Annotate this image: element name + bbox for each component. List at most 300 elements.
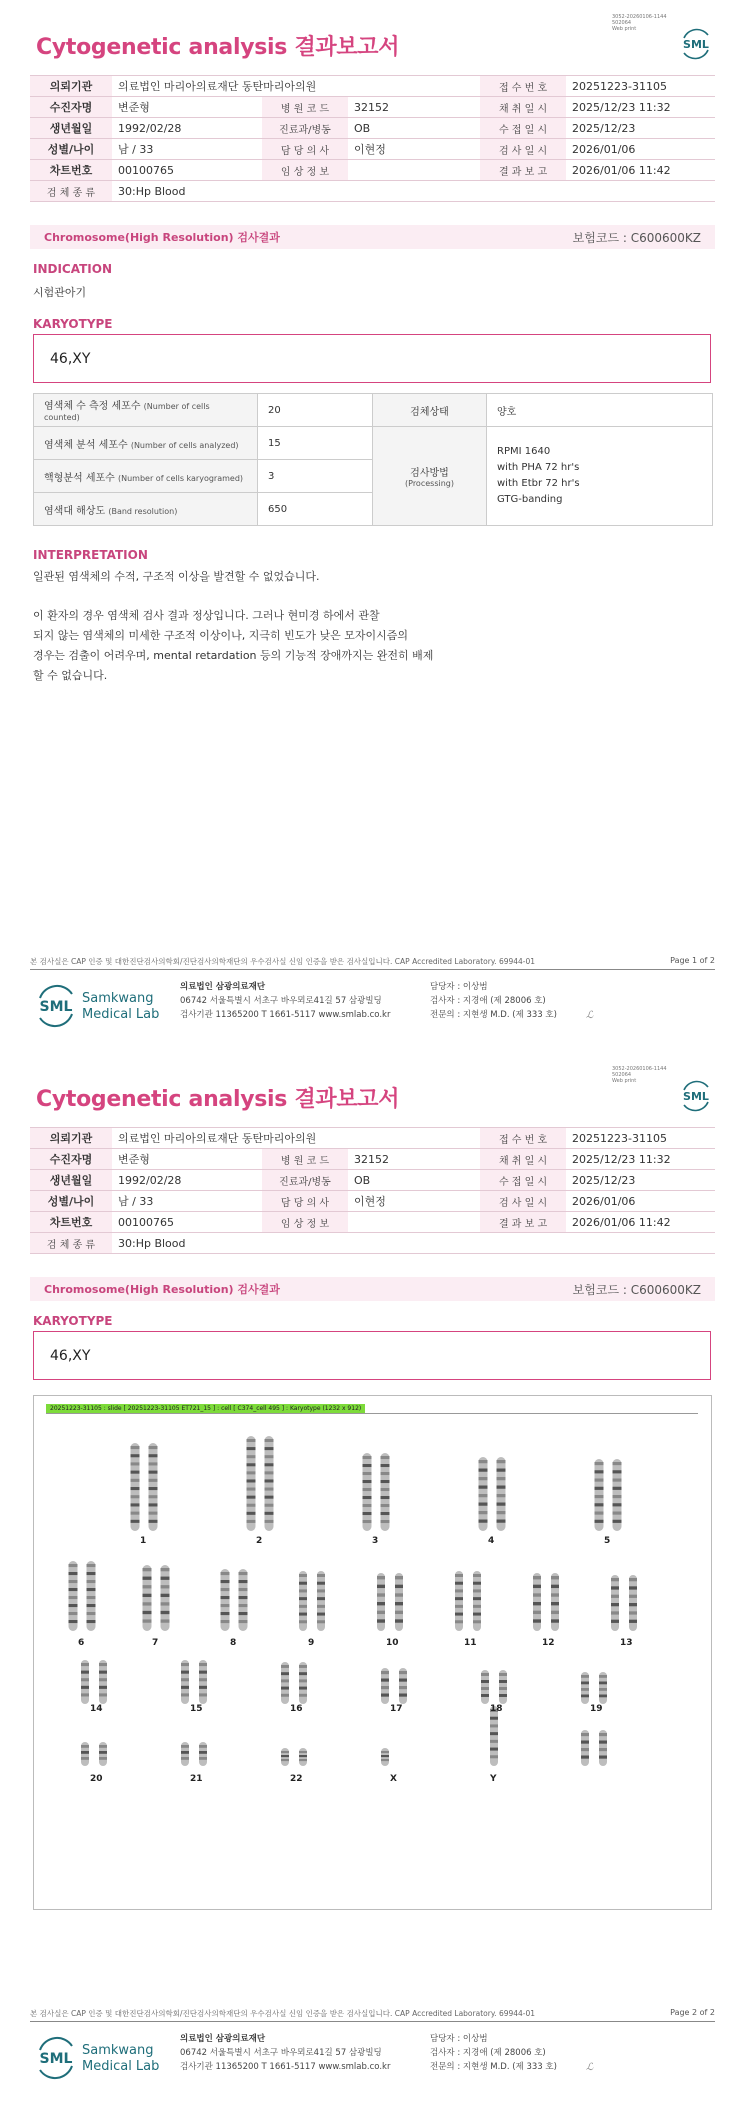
chromosome-band [497, 1486, 506, 1489]
section-header [30, 225, 715, 249]
chromosome-pair-10 [377, 1573, 403, 1631]
chromosome-pair-20 [81, 1742, 107, 1766]
chromosome-band [481, 1680, 489, 1683]
table-row: 검 체 종 류 30:Hp Blood [30, 1233, 715, 1254]
chromosome-band [611, 1578, 619, 1581]
chromosome-band [281, 1694, 289, 1697]
chromosome-band [69, 1580, 78, 1583]
chromosome-band [481, 1694, 489, 1697]
chromosome-band [490, 1748, 498, 1751]
chromosome [99, 1660, 107, 1704]
svg-text:Medical Lab: Medical Lab [82, 2059, 160, 2074]
chromosome-band [497, 1494, 506, 1497]
chromosome-band [473, 1613, 481, 1616]
chromosome-band [595, 1470, 604, 1473]
chromosome-label: 18 [490, 1704, 503, 1714]
chromosome-band [69, 1588, 78, 1591]
chromosome-label: 16 [290, 1704, 303, 1714]
chromosome-band [317, 1589, 325, 1592]
chromosome-band [149, 1446, 158, 1449]
chromosome-pair-15 [181, 1660, 207, 1704]
chromosome-band [599, 1675, 607, 1678]
chromosome-pair-16 [281, 1662, 307, 1704]
chromosome [81, 1660, 89, 1704]
chromosome-band [377, 1619, 385, 1622]
chromosome-band [265, 1496, 274, 1499]
chromosome-band [299, 1582, 307, 1585]
chromosome-band [299, 1605, 307, 1608]
table-row: 성별/나이 남 / 33 담 당 의 사 이현정 검 사 일 시 2026/01/06 [30, 139, 715, 160]
section-header [30, 1277, 715, 1301]
chromosome-band [161, 1568, 170, 1571]
chromosome-band [199, 1686, 207, 1689]
insurance-code: 보험코드 : C600600KZ [572, 230, 701, 245]
table-row: 검 체 종 류 30:Hp Blood [30, 181, 715, 202]
chromosome-band [143, 1568, 152, 1571]
chromosome-label: 3 [372, 1536, 379, 1546]
chromosome-band [161, 1602, 170, 1605]
chromosome-band [399, 1694, 407, 1697]
chromosome-band [551, 1585, 559, 1588]
chromosome-label: 4 [488, 1536, 495, 1546]
chromosome-band [149, 1495, 158, 1498]
chromosome-band [81, 1663, 89, 1666]
chromosome-band [377, 1602, 385, 1605]
chromosome-band [299, 1694, 307, 1697]
chromosome-band [455, 1597, 463, 1600]
chromosome-band [317, 1605, 325, 1608]
chromosome-band [629, 1620, 637, 1623]
chromosome-band [363, 1520, 372, 1523]
chromosome-band [473, 1582, 481, 1585]
chromosome-band [161, 1577, 170, 1580]
chromosome-pair-13 [611, 1575, 637, 1631]
chromosome-band [87, 1588, 96, 1591]
table-row: 생년월일 1992/02/28 진료과/병동 OB 수 접 일 시 2025/12/23 [30, 1170, 715, 1191]
chromosome-band [363, 1512, 372, 1515]
chromosome-band [611, 1595, 619, 1598]
chromosome-band [455, 1574, 463, 1577]
chromosome-band [395, 1611, 403, 1614]
chromosome-band [455, 1582, 463, 1585]
chromosome-band [81, 1757, 89, 1760]
page-number: Page 2 of 2 [670, 2008, 715, 2017]
chromosome-band [181, 1671, 189, 1674]
chromosome-band [399, 1686, 407, 1689]
karyogram-tag: 20251223-31105 : slide [ 20251223-31105 ET721_15 ] : cell [ C374_cell 495 ] : Karyotype (1232 x 912) [46, 1404, 365, 1413]
chromosome [247, 1436, 256, 1531]
table-row: 의뢰기관 의료법인 마리아의료재단 동탄마리아의원 접 수 번 호 20251223-31105 [30, 76, 715, 97]
chromosome-band [87, 1604, 96, 1607]
chromosome-pair-19 [581, 1672, 607, 1704]
chromosome-band [317, 1574, 325, 1577]
chromosome-band [479, 1477, 488, 1480]
svg-text:SML: SML [39, 2051, 73, 2067]
chromosome-band [265, 1520, 274, 1523]
chromosome-band [81, 1678, 89, 1681]
table-row: 염색체 분석 세포수 (Number of cells analyzed) 15 검사방법 (Processing) RPMI 1640 with PHA 72 hr's with Etbr 72 hr's GTG-banding [34, 427, 713, 460]
chromosome-band [395, 1619, 403, 1622]
report-title: Cytogenetic analysis 결과보고서 [36, 1087, 400, 1112]
chromosome-band [551, 1619, 559, 1622]
chromosome-label: 2 [256, 1536, 263, 1546]
chromosome-band [317, 1613, 325, 1616]
chromosome-band [595, 1512, 604, 1515]
sml-logo-icon [678, 1078, 714, 1114]
chromosome-band [69, 1612, 78, 1615]
chromosome-band [581, 1695, 589, 1698]
chromosome-band [239, 1612, 248, 1615]
chromosome-band [99, 1678, 107, 1681]
chromosome-band [87, 1572, 96, 1575]
chromosome-band [581, 1682, 589, 1685]
chromosome-band [481, 1687, 489, 1690]
chromosome-band [161, 1594, 170, 1597]
chromosome-band [377, 1576, 385, 1579]
table-row: 핵형분석 세포수 (Number of cells karyogramed) 3 [34, 460, 713, 493]
chromosome-band [595, 1462, 604, 1465]
chromosome-label: 1 [140, 1536, 147, 1546]
chromosome-band [131, 1487, 140, 1490]
chromosome-band [317, 1582, 325, 1585]
chromosome-band [581, 1733, 589, 1736]
chromosome-band [629, 1586, 637, 1589]
chromosome-band [599, 1748, 607, 1751]
chromosome-band [381, 1488, 390, 1491]
chromosome-band [149, 1520, 158, 1523]
chromosome-band [381, 1751, 389, 1753]
chromosome-band [533, 1576, 541, 1579]
chromosome-band [221, 1612, 230, 1615]
chromosome-band [181, 1757, 189, 1760]
chromosome-band [613, 1470, 622, 1473]
chromosome-band [131, 1495, 140, 1498]
chromosome-band [595, 1495, 604, 1498]
chromosome-band [581, 1748, 589, 1751]
chromosome-band [533, 1593, 541, 1596]
chromosome-band [69, 1596, 78, 1599]
chromosome-band [497, 1469, 506, 1472]
chromosome-band [613, 1462, 622, 1465]
chromosome-band [181, 1678, 189, 1681]
table-row: 의뢰기관 의료법인 마리아의료재단 동탄마리아의원 접 수 번 호 20251223-31105 [30, 1128, 715, 1149]
chromosome [265, 1436, 274, 1531]
chromosome-band [239, 1588, 248, 1591]
chromosome-band [381, 1504, 390, 1507]
accreditation-note: 본 검사실은 CAP 인증 및 대한진단검사의학회/진단검사의학재단의 우수검사실 신임 인증을 받은 검사실입니다. CAP Accredited Laboratory. 69944-01 Page 2 of 2 [30, 2008, 715, 2022]
chromosome-band [199, 1671, 207, 1674]
chromosome-band [247, 1520, 256, 1523]
chromosome-band [265, 1512, 274, 1515]
chromosome-band [381, 1686, 389, 1689]
chromosome-pair-14 [81, 1660, 107, 1704]
svg-text:Samkwang: Samkwang [82, 2043, 154, 2058]
chromosome-band [69, 1572, 78, 1575]
chromosome-band [81, 1693, 89, 1696]
chromosome-band [149, 1462, 158, 1465]
chromosome-band [363, 1456, 372, 1459]
chromosome-band [499, 1694, 507, 1697]
chromosome-band [381, 1472, 390, 1475]
table-row: 생년월일 1992/02/28 진료과/병동 OB 수 접 일 시 2025/12/23 [30, 118, 715, 139]
chromosome-band [247, 1439, 256, 1442]
chromosome-band [381, 1755, 389, 1757]
chromosome-band [395, 1602, 403, 1605]
cell-analysis-table [33, 393, 713, 526]
chromosome-band [81, 1745, 89, 1748]
chromosome-band [299, 1679, 307, 1682]
chromosome-band [581, 1756, 589, 1759]
chromosome-band [247, 1463, 256, 1466]
chromosome-band [473, 1589, 481, 1592]
interpretation-body: 이 환자의 경우 염색체 검사 결과 정상입니다. 그러나 현미경 하에서 관찰 되지 않는 염색체의 미세한 구조적 이상이나, 지극히 빈도가 낮은 모자이시즘의 경우는 검출이 어려우며, mental retardation 등의 기능적 장애까지는 완전히 배제 할 수 없습니다. [33, 609, 434, 682]
chromosome-band [490, 1717, 498, 1720]
chromosome-band [599, 1756, 607, 1759]
chromosome-band [199, 1663, 207, 1666]
chromosome-band [265, 1504, 274, 1507]
chromosome-band [149, 1471, 158, 1474]
chromosome-band [143, 1602, 152, 1605]
chromosome-band [281, 1687, 289, 1690]
chromosome-label: 11 [464, 1638, 477, 1648]
chromosome-band [490, 1755, 498, 1758]
chromosome-band [281, 1755, 289, 1757]
chromosome-band [595, 1503, 604, 1506]
page-number: Page 1 of 2 [670, 956, 715, 965]
chromosome-pair-6 [69, 1561, 96, 1631]
chromosome-band [479, 1486, 488, 1489]
chromosome-band [381, 1496, 390, 1499]
chromosome-band [131, 1479, 140, 1482]
signature: ℒ [586, 1010, 594, 1021]
chromosome [181, 1660, 189, 1704]
chromosome-band [131, 1520, 140, 1523]
chromosome-pair-18 [481, 1670, 507, 1704]
chromosome-band [239, 1604, 248, 1607]
chromosome-band [613, 1495, 622, 1498]
chromosome-band [479, 1503, 488, 1506]
chromosome-band [199, 1757, 207, 1760]
chromosome-label: 6 [78, 1638, 85, 1648]
chromosome-band [143, 1619, 152, 1622]
chromosome-band [381, 1512, 390, 1515]
chromosome-band [265, 1455, 274, 1458]
lab-info: 의료법인 삼광의료재단 06742 서울특별시 서초구 바우뫼로41길 57 삼광빌딩 검사기관 11365200 T 1661-5117 www.smlab.co.kr [180, 2034, 391, 2072]
chromosome-pair-5 [595, 1459, 622, 1531]
chromosome-band [199, 1751, 207, 1754]
chromosome-band [181, 1686, 189, 1689]
chromosome-band [299, 1672, 307, 1675]
chromosome-band [181, 1745, 189, 1748]
chromosome-band [581, 1741, 589, 1744]
chromosome-band [599, 1741, 607, 1744]
chromosome-band [81, 1671, 89, 1674]
chromosome-band [497, 1503, 506, 1506]
signature: ℒ [586, 2062, 594, 2073]
chromosome-band [317, 1597, 325, 1600]
report-page-2 [0, 1052, 744, 2104]
chromosome-band [69, 1604, 78, 1607]
chromosome-band [490, 1732, 498, 1735]
indication-value: 시험관아기 [33, 286, 87, 299]
chromosome-band [497, 1520, 506, 1523]
chromosome-pair-21 [181, 1742, 207, 1766]
chromosome-band [99, 1757, 107, 1760]
chromosome-band [131, 1454, 140, 1457]
chromosome-band [265, 1471, 274, 1474]
chromosome-band [395, 1585, 403, 1588]
chromosome-band [629, 1578, 637, 1581]
chromosome-label: 17 [390, 1704, 403, 1714]
chromosome-band [595, 1520, 604, 1523]
chromosome-band [363, 1480, 372, 1483]
chromosome-band [161, 1619, 170, 1622]
chromosome-band [221, 1596, 230, 1599]
chromosome-label: 8 [230, 1638, 237, 1648]
chromosome-band [299, 1597, 307, 1600]
section-title: Chromosome(High Resolution) 검사결과 [44, 1283, 280, 1296]
chromosome-band [479, 1494, 488, 1497]
chromosome-band [161, 1585, 170, 1588]
chromosome-band [265, 1447, 274, 1450]
chromosome-band [131, 1462, 140, 1465]
svg-text:Samkwang: Samkwang [82, 991, 154, 1006]
chromosome-pair-17 [381, 1668, 407, 1704]
chromosome-band [473, 1597, 481, 1600]
chromosome-band [247, 1471, 256, 1474]
chromosome-band [611, 1586, 619, 1589]
chromosome-band [87, 1564, 96, 1567]
chromosome-label: 5 [604, 1536, 611, 1546]
chromosome-pair-11 [455, 1571, 481, 1631]
chromosome-band [363, 1488, 372, 1491]
chromosome-band [455, 1620, 463, 1623]
chromosome-band [299, 1759, 307, 1761]
chromosome-band [399, 1671, 407, 1674]
chromosome-band [247, 1496, 256, 1499]
sml-logo-icon [678, 26, 714, 62]
chromosome-band [551, 1602, 559, 1605]
chromosome-band [299, 1589, 307, 1592]
chromosome-band [265, 1479, 274, 1482]
svg-text:SML: SML [39, 999, 73, 1015]
chromosome-band [377, 1611, 385, 1614]
table-row: 염색체 수 측정 세포수 (Number of cells counted) 20 검체상태 양호 [34, 394, 713, 427]
indication-heading: INDICATION [33, 262, 112, 276]
chromosome-band [265, 1439, 274, 1442]
chromosome-band [551, 1611, 559, 1614]
chromosome-band [87, 1580, 96, 1583]
chromosome-band [533, 1585, 541, 1588]
chromosome-band [199, 1678, 207, 1681]
chromosome-band [149, 1503, 158, 1506]
karyogram-image [33, 1395, 712, 1910]
chromosome-band [613, 1487, 622, 1490]
chromosome-band [599, 1733, 607, 1736]
chromosome-band [473, 1620, 481, 1623]
svg-text:SML: SML [683, 1090, 709, 1103]
chromosome-pair-12 [533, 1573, 559, 1631]
chromosome-band [143, 1594, 152, 1597]
svg-text:Medical Lab: Medical Lab [82, 1007, 160, 1022]
patient-info-table [30, 1127, 715, 1254]
chromosome-band [455, 1613, 463, 1616]
chromosome-band [381, 1456, 390, 1459]
chromosome-band [381, 1679, 389, 1682]
chromosome-band [613, 1503, 622, 1506]
chromosome-band [473, 1574, 481, 1577]
chromosome-band [479, 1520, 488, 1523]
chromosome-band [499, 1673, 507, 1676]
chromosome-band [149, 1487, 158, 1490]
chromosome-band [81, 1686, 89, 1689]
table-row: 차트번호 00100765 임 상 정 보 결 과 보 고 2026/01/06 11:42 [30, 160, 715, 181]
chromosome-band [87, 1596, 96, 1599]
chromosome-band [299, 1687, 307, 1690]
table-row: 염색대 해상도 (Band resolution) 650 [34, 493, 713, 526]
chromosome-band [143, 1611, 152, 1614]
chromosome-band [131, 1512, 140, 1515]
chromosome-band [99, 1686, 107, 1689]
chromosome-band [611, 1620, 619, 1623]
chromosome-label: X [390, 1774, 397, 1784]
chromosome-band [629, 1603, 637, 1606]
chromosome-band [99, 1693, 107, 1696]
chromosome-band [363, 1464, 372, 1467]
chromosome-band [281, 1679, 289, 1682]
chromosome-band [611, 1611, 619, 1614]
chromosome-band [161, 1611, 170, 1614]
table-row: 성별/나이 남 / 33 담 당 의 사 이현정 검 사 일 시 2026/01/06 [30, 1191, 715, 1212]
chromosome-band [299, 1665, 307, 1668]
chromosome-band [381, 1480, 390, 1483]
chromosome-band [149, 1454, 158, 1457]
lab-info: 의료법인 삼광의료재단 06742 서울특별시 서초구 바우뫼로41길 57 삼광빌딩 검사기관 11365200 T 1661-5117 www.smlab.co.kr [180, 982, 391, 1020]
chromosome-band [181, 1663, 189, 1666]
chromosome-band [181, 1751, 189, 1754]
samkwang-logo [36, 2034, 166, 2084]
chromosome-pair-8 [221, 1569, 248, 1631]
chromosome-band [299, 1620, 307, 1623]
chromosome-band [143, 1577, 152, 1580]
chromosome-band [221, 1580, 230, 1583]
table-row: 차트번호 00100765 임 상 정 보 결 과 보 고 2026/01/06 11:42 [30, 1212, 715, 1233]
chromosome-band [299, 1751, 307, 1753]
chromosome-band [99, 1745, 107, 1748]
chromosome-band [473, 1605, 481, 1608]
chromosome-band [281, 1751, 289, 1753]
chromosome-pair-X [381, 1748, 389, 1766]
chromosome-band [363, 1496, 372, 1499]
chromosome-label: 9 [308, 1638, 315, 1648]
chromosome-band [381, 1520, 390, 1523]
report-title: Cytogenetic analysis 결과보고서 [36, 35, 400, 60]
chromosome [281, 1662, 289, 1704]
chromosome-band [199, 1693, 207, 1696]
chromosome-band [551, 1593, 559, 1596]
chromosome-band [239, 1596, 248, 1599]
chromosome-band [247, 1488, 256, 1491]
chromosome-band [613, 1512, 622, 1515]
chromosome-band [499, 1687, 507, 1690]
chromosome-band [479, 1469, 488, 1472]
chromosome-band [299, 1755, 307, 1757]
chromosome-band [81, 1751, 89, 1754]
chromosome-band [69, 1564, 78, 1567]
chromosome-band [131, 1446, 140, 1449]
chromosome-band [599, 1682, 607, 1685]
chromosome-band [490, 1740, 498, 1743]
